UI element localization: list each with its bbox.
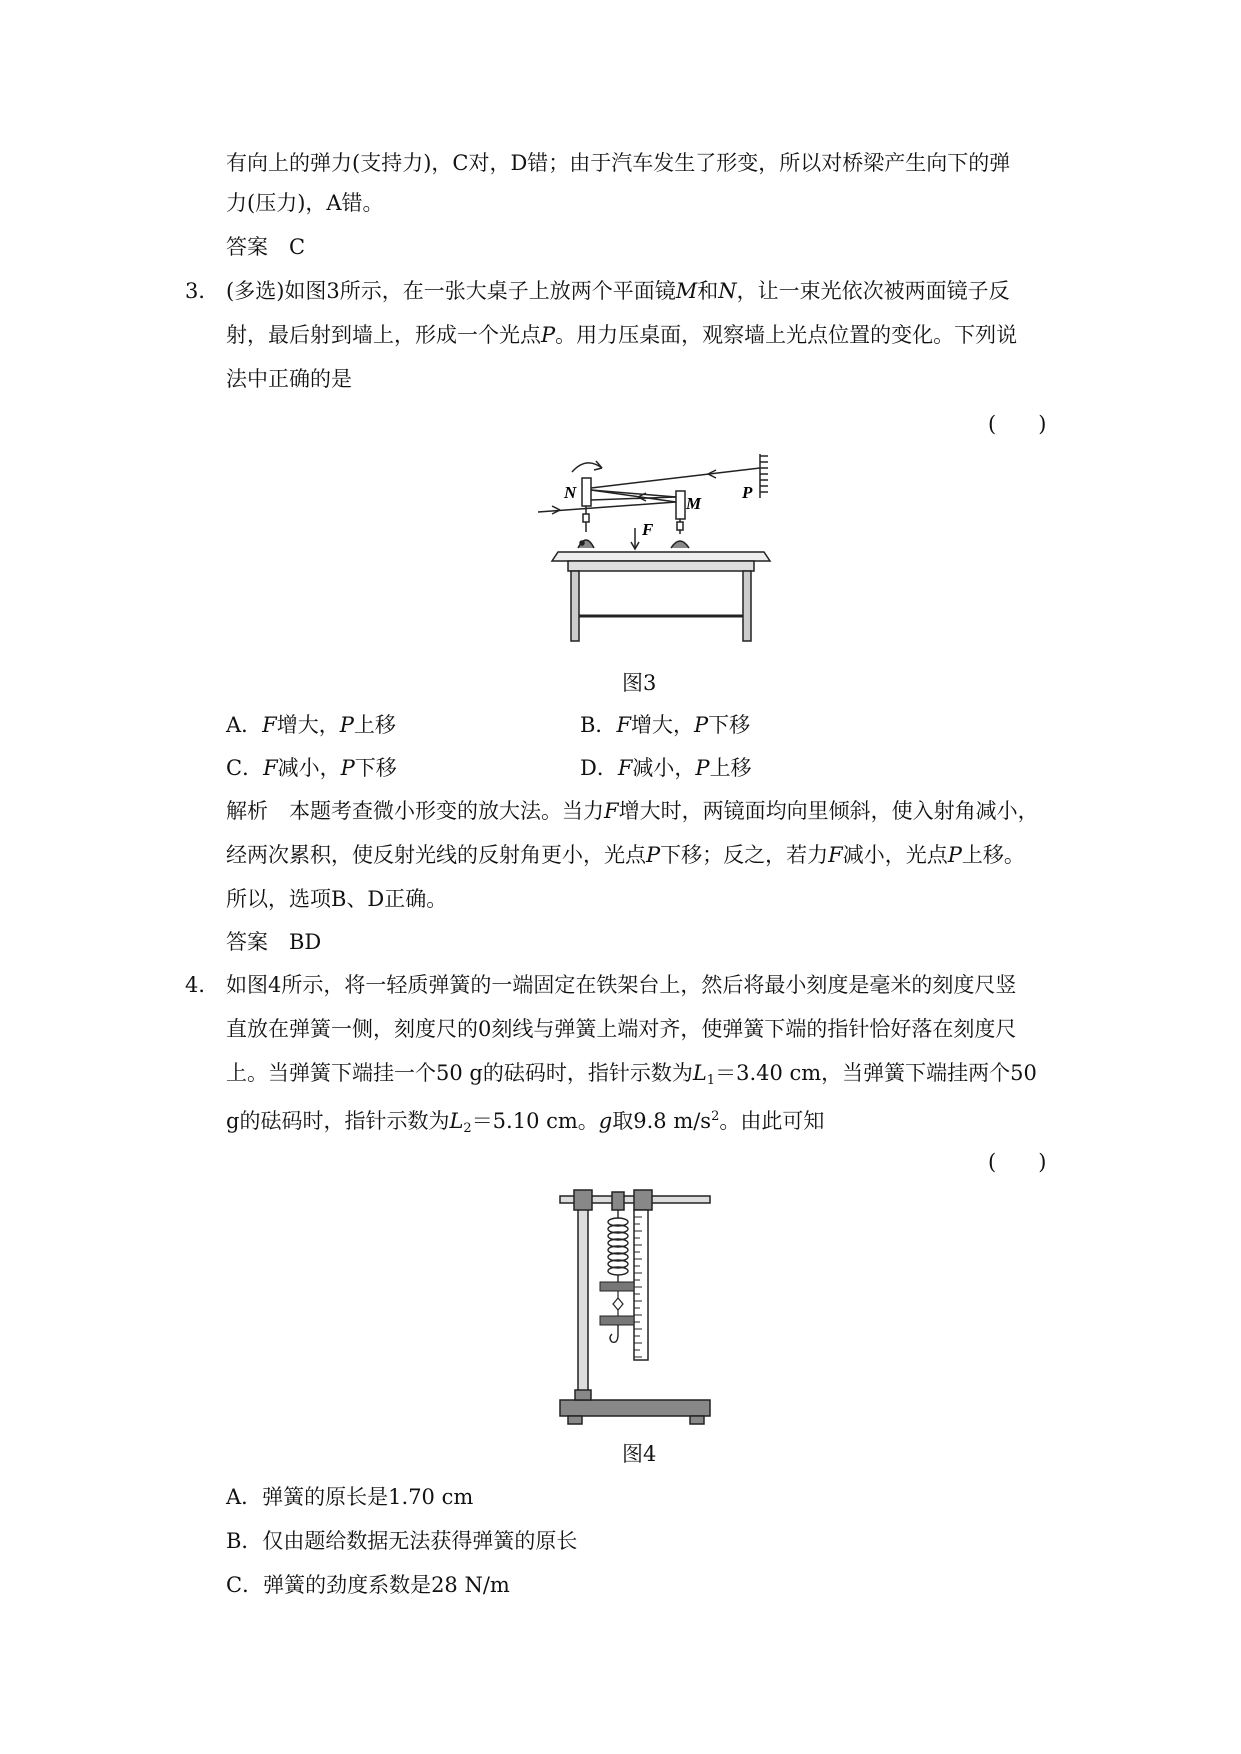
q2-answer: 答案 C — [226, 235, 306, 259]
q4-stem-line-4: g的砝码时，指针示数为$L_2=5.10$ cm。g取9.8 $m/s^2$。由此可知 — [226, 1109, 825, 1136]
q3-analysis-line-2: 经两次累积，使反射光线的反射角更小，光点P下移；反之，若力F减小，光点P上移。 — [226, 843, 1025, 867]
figure-3-label-F: F — [642, 520, 654, 539]
q3-option-b: B．F增大，P下移 — [580, 713, 751, 737]
q3-analysis-line-3: 所以，选项B、D正确。 — [226, 887, 448, 911]
q4-option-b: B．仅由题给数据无法获得弹簧的原长 — [226, 1529, 578, 1553]
q4-option-a: A．弹簧的原长是1.70 cm — [226, 1485, 474, 1509]
q3-stem-line-2: 射，最后射到墙上，形成一个光点P。用力压桌面，观察墙上光点位置的变化。下列说 — [226, 323, 1018, 347]
q3-option-d: D．F减小，P上移 — [580, 756, 752, 780]
q3-option-c: C．F减小，P下移 — [226, 756, 397, 780]
q4-option-c: C．弹簧的劲度系数是28 N/m — [226, 1573, 510, 1597]
q3-option-a: A．F增大，P上移 — [226, 713, 396, 737]
q3-answer: 答案 BD — [226, 930, 322, 954]
q3-stem-line-1: (多选)如图3所示，在一张大桌子上放两个平面镜M和N，让一束光依次被两面镜子反 — [226, 279, 1010, 303]
figure-3-label-P: P — [742, 483, 753, 502]
q4-stem-line-1: 如图4所示，将一轻质弹簧的一端固定在铁架台上，然后将最小刻度是毫米的刻度尺竖 — [226, 973, 1017, 997]
q2-text-line-2: 力(压力)，A错。 — [226, 191, 384, 215]
figure-3-label-N: N — [564, 483, 577, 502]
q4-answer-paren: ( ) — [988, 1150, 1047, 1174]
q4-number: 4． — [185, 973, 220, 997]
figure-3-table-mirrors — [538, 448, 798, 648]
figure-3-caption: 图3 — [622, 671, 657, 695]
q3-analysis-line-1: 解析 本题考查微小形变的放大法。当力F增大时，两镜面均向里倾斜，使入射角减小， — [226, 799, 1039, 823]
figure-3-label-M: M — [686, 494, 702, 513]
figure-4-spring-stand — [556, 1182, 726, 1432]
q3-stem-line-3: 法中正确的是 — [226, 367, 352, 391]
figure-4-caption: 图4 — [622, 1442, 657, 1466]
q4-stem-line-3: 上。当弹簧下端挂一个50 g的砝码时，指针示数为$L_1=3.40$ cm，当弹簧下端挂两个50 — [226, 1061, 1037, 1088]
q4-stem-line-2: 直放在弹簧一侧，刻度尺的0刻线与弹簧上端对齐，使弹簧下端的指针恰好落在刻度尺 — [226, 1017, 1017, 1041]
q2-text-line-1: 有向上的弹力(支持力)，C对，D错；由于汽车发生了形变，所以对桥梁产生向下的弹 — [226, 151, 1011, 175]
q3-answer-paren: ( ) — [988, 412, 1047, 436]
q3-number: 3． — [185, 279, 220, 303]
